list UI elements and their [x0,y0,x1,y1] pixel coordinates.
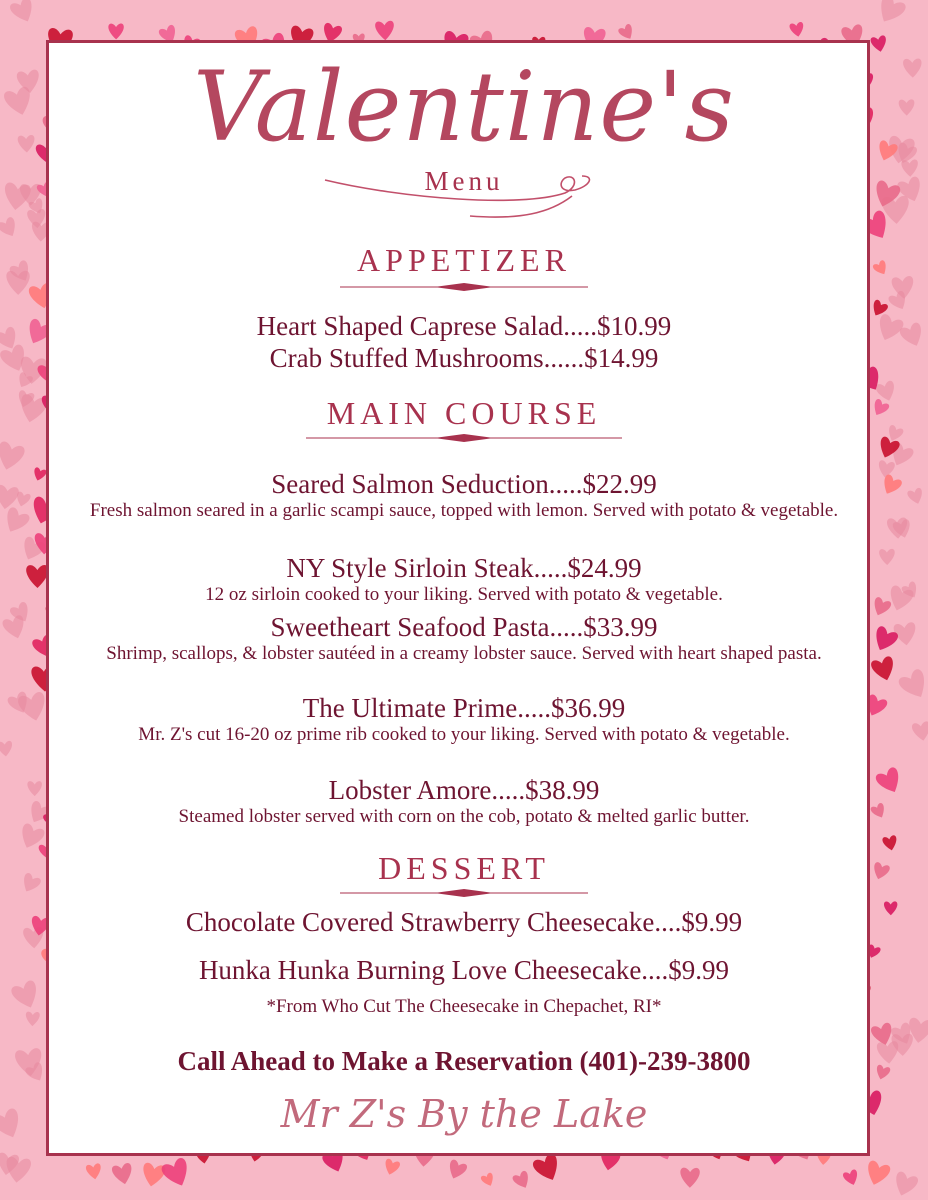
heart-icon [9,0,38,26]
menu-item-description: Fresh salmon seared in a garlic scampi sauce, topped with lemon. Served with potato & vegetable. [89,500,839,521]
heart-icon [680,1168,700,1188]
heart-icon [873,0,907,28]
heart-icon [842,1169,860,1187]
page-title: Valentine's [193,51,735,163]
menu-item-name: Sweetheart Seafood Pasta.....$33.99 [270,612,658,642]
page-subtitle: Menu [424,166,504,196]
main-course-heading: MAIN COURSE [326,395,602,431]
dessert-note: *From Who Cut The Cheesecake in Chepachet, RI* [266,996,662,1017]
reservation-call-text: Call Ahead to Make a Reservation (401)-239-3800 [177,1046,751,1076]
menu-item-name: Seared Salmon Seduction.....$22.99 [271,469,657,499]
menu-item-description: Shrimp, scallops, & lobster sautéed in a creamy lobster sauce. Served with heart shaped pasta. [106,643,822,664]
heart-icon [789,22,805,38]
heart-icon [160,1157,194,1191]
menu-item-name: NY Style Sirloin Steak.....$24.99 [286,553,642,583]
appetizer-heading: APPETIZER [357,242,571,278]
heart-icon [863,1160,891,1189]
divider-ornament-icon [306,432,622,444]
heart-icon [445,1159,468,1182]
heart-icon [531,1152,563,1185]
heart-icon [111,1162,134,1186]
menu-item: Crab Stuffed Mushrooms......$14.99 [269,343,659,373]
heart-icon [891,1170,919,1199]
menu-item-description: 12 oz sirloin cooked to your liking. Served with potato & vegetable. [205,584,723,605]
menu-item-description: Mr. Z's cut 16-20 oz prime rib cooked to your liking. Served with potato & vegetable. [138,724,790,745]
restaurant-signature: Mr Z's By the Lake [280,1092,648,1136]
heart-icon [108,24,123,40]
dessert-heading: DESSERT [378,850,550,886]
heart-icon [375,21,395,41]
divider-ornament-icon [340,281,588,293]
heart-icon [480,1172,496,1188]
menu-item-description: Steamed lobster served with corn on the cob, potato & melted garlic butter. [178,806,750,827]
heart-icon [0,216,20,240]
menu-item-name: The Ultimate Prime.....$36.99 [302,693,626,723]
menu-item: Chocolate Covered Strawberry Cheesecake....$9.99 [185,907,743,937]
menu-item: Heart Shaped Caprese Salad.....$10.99 [256,311,672,341]
title-swirl [320,168,610,228]
divider-ornament-icon [340,887,588,899]
heart-icon [140,1162,166,1189]
menu-item-name: Lobster Amore.....$38.99 [328,775,600,805]
heart-icon [382,1158,400,1177]
menu-item: Hunka Hunka Burning Love Cheesecake....$9.99 [198,955,730,985]
heart-icon [85,1163,102,1180]
heart-icon [512,1170,533,1191]
heart-icon [870,35,888,53]
